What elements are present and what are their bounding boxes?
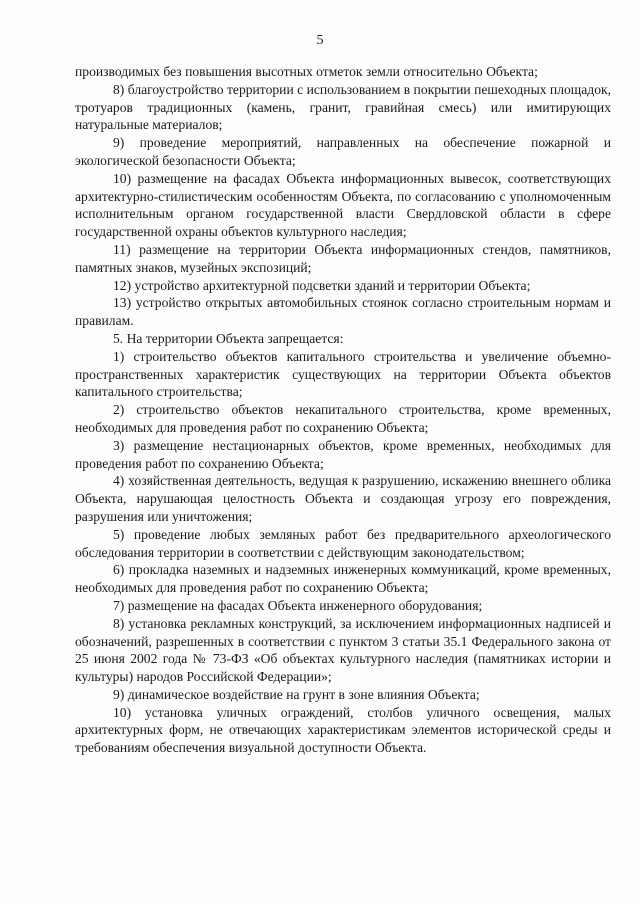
document-body	[75, 63, 611, 757]
paragraph-item-13-parking: 13) устройство открытых автомобильных стоянок согласно строительным нормам и правилам.	[75, 295, 611, 329]
paragraph-prohibited-7: 7) размещение на фасадах Объекта инженерного оборудования;	[113, 597, 483, 613]
paragraph-item-9-safety: 9) проведение мероприятий, направленных на обеспечение пожарной и экологической безопасности Объекта;	[75, 135, 611, 168]
paragraph-prohibited-5: 5) проведение любых земляных работ без предварительного археологического обследования территории в соответствии с действующим законодательством;	[75, 526, 611, 560]
paragraph-prohibited-2: 2) строительство объектов некапитального строительства, кроме временных, необходимых для проведения работ по сохранению Объекта;	[75, 402, 611, 435]
paragraph-item-8-landscaping: 8) благоустройство территории с использованием в покрытии пешеходных площадок, тротуаров традиционных (камень, гранит, гравийная смесь) или имитирующих натуральные материалов;	[75, 81, 611, 133]
paragraph-prohibited-10: 10) установка уличных ограждений, столбов уличного освещения, малых архитектурных форм, не отвечающих характеристикам элементов исторической среды и требованиям обеспечения визуальной доступности Объекта.	[75, 704, 611, 756]
paragraph-continuation: производимых без повышения высотных отметок земли относительно Объекта;	[75, 64, 538, 79]
paragraph-prohibited-3: 3) размещение нестационарных объектов, кроме временных, необходимых для проведения работ по сохранению Объекта;	[75, 437, 611, 471]
paragraph-item-10-signage: 10) размещение на фасадах Объекта информационных вывесок, соответствующих архитектурно-стилистическим особенностям Объекта, по согласованию с уполномоченным исполнительным органом государственной власти Свердловской области в сфере государственной охраны объектов культурного наследия;	[75, 170, 611, 240]
section-heading-5-prohibited: 5. На территории Объекта запрещается:	[113, 330, 344, 346]
paragraph-prohibited-6: 6) прокладка наземных и надземных инженерных коммуникаций, кроме временных, необходимых для проведения работ по сохранению Объекта;	[75, 562, 611, 596]
paragraph-prohibited-8: 8) установка рекламных конструкций, за исключением информационных надписей и обозначений, разрешенных в соответствии с пунктом 3 статьи 35.1 Федерального закона от 25 июня 2002 года № 73-ФЗ «Об объектах культурного наследия (памятниках истории и культуры) народов Российской Федерации»;	[75, 615, 611, 685]
paragraph-prohibited-4: 4) хозяйственная деятельность, ведущая к разрушению, искажению внешнего облика Объекта, нарушающая целостность Объекта и создающая угрозу его повреждения, разрушения или уничтожения;	[75, 473, 611, 524]
paragraph-prohibited-9: 9) динамическое воздействие на грунт в зоне влияния Объекта;	[113, 686, 480, 702]
page-number: 5	[316, 33, 324, 48]
paragraph-item-11-stands: 11) размещение на территории Объекта информационных стендов, памятников, памятных знаков, музейных экспозиций;	[75, 241, 611, 275]
paragraph-prohibited-1: 1) строительство объектов капитального строительства и увеличение объемно-пространственных характеристик существующих на территории Объекта объектов капитального строительства;	[75, 348, 611, 400]
paragraph-item-12-lighting: 12) устройство архитектурной подсветки зданий и территории Объекта;	[113, 277, 531, 293]
